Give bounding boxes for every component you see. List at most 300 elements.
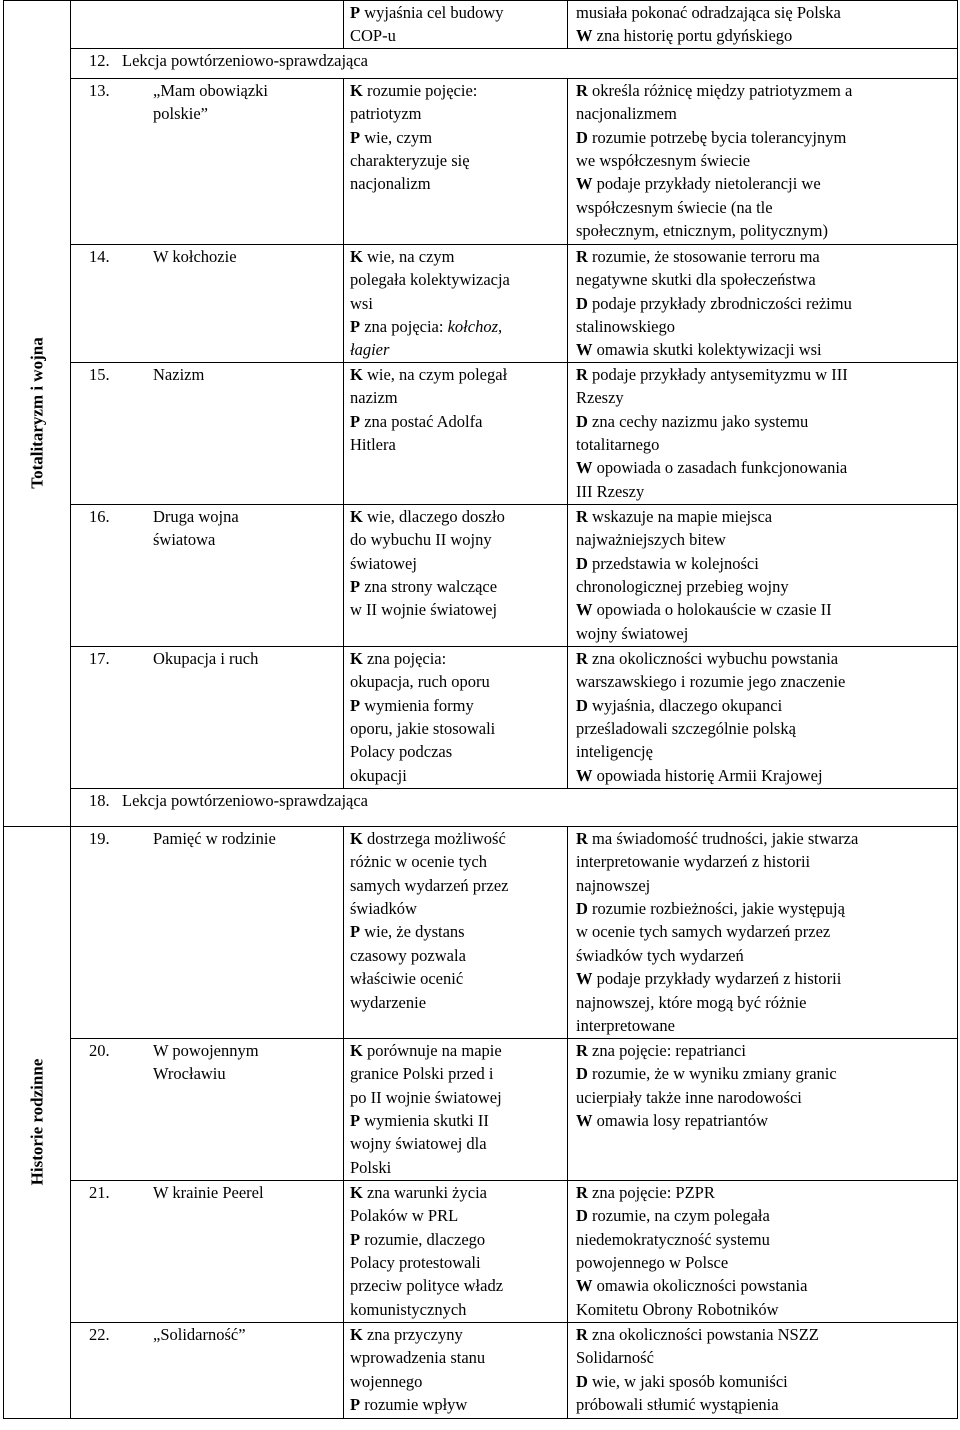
- text-segment: świadków: [350, 899, 417, 919]
- lesson-title-line: W kołchozie: [153, 246, 237, 266]
- extended-req-line: [576, 126, 951, 149]
- text-segment: rozumie, że w wyniku zmiany granic: [587, 1064, 837, 1084]
- text-segment: polegała kolektywizacja: [350, 270, 510, 290]
- text-segment: zna pojęcia:: [362, 648, 447, 668]
- text-segment: wymienia skutki II: [360, 1111, 489, 1131]
- lesson-title-line: Pamięć w rodzinie: [153, 828, 276, 848]
- basic-requirements: [344, 1, 568, 49]
- lesson-number: [71, 1, 146, 49]
- extended-req-line: [576, 1274, 951, 1297]
- level-marker: W: [576, 1111, 593, 1131]
- extended-req-line: [576, 670, 951, 693]
- basic-req-line: [350, 102, 561, 125]
- lesson-title: [145, 244, 344, 362]
- section-historie-rodzinne: [4, 826, 71, 1418]
- basic-req-line: [350, 1086, 561, 1109]
- text-segment: wie, dlaczego doszło: [362, 506, 505, 526]
- level-marker: R: [576, 1324, 588, 1344]
- basic-req-line: [350, 410, 561, 433]
- lesson-row: [4, 1038, 958, 1180]
- lesson-number: 16.: [71, 504, 146, 646]
- text-segment: zna postać Adolfa: [360, 411, 483, 431]
- text-segment: świadków tych wydarzeń: [576, 945, 744, 965]
- text-segment: samych wydarzeń przez: [350, 875, 509, 895]
- extended-req-line: [576, 1109, 951, 1132]
- basic-req-line: [350, 991, 561, 1014]
- text-segment: wie, na czym polegał: [362, 364, 508, 384]
- text-segment: Polaków w PRL: [350, 1206, 459, 1226]
- extended-req-line: [576, 79, 951, 102]
- basic-requirements: [344, 1038, 568, 1180]
- extended-req-line: [576, 410, 951, 433]
- text-segment: dostrzega możliwość: [362, 828, 506, 848]
- text-segment: łagier: [350, 340, 390, 360]
- extended-req-line: [576, 622, 951, 645]
- extended-req-line: [576, 268, 951, 291]
- basic-req-line: [350, 694, 561, 717]
- text-segment: wydarzenie: [350, 992, 427, 1012]
- text-segment: zna warunki życia: [362, 1182, 487, 1202]
- text-segment: COP-u: [350, 26, 396, 46]
- level-marker: W: [576, 26, 593, 46]
- text-segment: opowiada o zasadach funkcjonowania: [592, 458, 848, 478]
- basic-req-line: [350, 79, 561, 102]
- extended-req-line: [576, 456, 951, 479]
- basic-req-line: [350, 1132, 561, 1155]
- extended-req-line: [576, 1393, 951, 1416]
- level-marker: P: [350, 3, 361, 22]
- level-marker: R: [576, 1040, 588, 1060]
- section-totalitaryzm: [4, 1, 71, 827]
- text-segment: wie, w jaki sposób komuniści: [587, 1371, 788, 1391]
- basic-req-line: [350, 897, 561, 920]
- lesson-row: [4, 1, 958, 49]
- review-lesson-row: [4, 788, 958, 826]
- level-marker: D: [576, 1371, 588, 1391]
- level-marker: P: [350, 1395, 361, 1415]
- basic-req-line: [350, 1181, 561, 1204]
- level-marker: K: [350, 828, 363, 848]
- text-segment: rozumie, że stosowanie terroru ma: [587, 246, 820, 266]
- text-segment: zna historię portu gdyńskiego: [592, 26, 793, 46]
- extended-req-line: [576, 24, 951, 47]
- level-marker: W: [576, 765, 593, 785]
- level-marker: D: [576, 1206, 588, 1226]
- level-marker: K: [350, 246, 363, 266]
- lesson-row: [4, 1322, 958, 1418]
- text-segment: wskazuje na mapie miejsca: [587, 506, 773, 526]
- text-segment: podaje przykłady nietolerancji we: [592, 174, 821, 194]
- lesson-title-line: „Mam obowiązki: [153, 80, 269, 100]
- text-segment: rozumie, na czym polegała: [587, 1206, 770, 1226]
- basic-req-line: [350, 1, 561, 24]
- extended-req-line: [576, 850, 951, 873]
- level-marker: D: [576, 411, 588, 431]
- lesson-title-line: W krainie Peerel: [153, 1182, 264, 1202]
- lesson-row: [4, 504, 958, 646]
- level-marker: P: [350, 317, 361, 337]
- text-segment: prześladowali szczególnie polską: [576, 719, 796, 739]
- basic-req-line: [350, 670, 561, 693]
- extended-req-line: [576, 1086, 951, 1109]
- text-segment: negatywne skutki dla społeczeństwa: [576, 270, 816, 290]
- basic-req-line: [350, 172, 561, 195]
- level-marker: K: [350, 506, 363, 526]
- text-segment: czasowy pozwala: [350, 945, 466, 965]
- level-marker: D: [576, 695, 588, 715]
- extended-req-line: [576, 598, 951, 621]
- lesson-title: [145, 504, 344, 646]
- review-lesson-label: 18. Lekcja powtórzeniowo-sprawdzająca: [89, 790, 369, 810]
- extended-requirements: [568, 1180, 958, 1322]
- basic-req-line: [350, 1204, 561, 1227]
- text-segment: patriotyzm: [350, 104, 422, 124]
- extended-req-line: [576, 1370, 951, 1393]
- text-segment: wie, czym: [360, 127, 433, 147]
- extended-req-line: [576, 1204, 951, 1227]
- extended-req-line: [576, 647, 951, 670]
- lesson-title-line: polskie”: [153, 104, 208, 124]
- text-segment: po II wojnie światowej: [350, 1087, 502, 1107]
- extended-requirements: [568, 826, 958, 1038]
- text-segment: komunistycznych: [350, 1299, 467, 1319]
- text-segment: wojny światowej dla: [350, 1134, 487, 1154]
- basic-req-line: [350, 598, 561, 621]
- text-segment: wojny światowej: [576, 623, 689, 643]
- text-segment: społecznym, etnicznym, politycznym): [576, 221, 829, 241]
- lesson-title-line: światowa: [153, 530, 216, 550]
- basic-req-line: [350, 1109, 561, 1132]
- extended-req-line: [576, 245, 951, 268]
- extended-requirements: [568, 1, 958, 49]
- lesson-title: [145, 78, 344, 244]
- basic-req-line: [350, 268, 561, 291]
- extended-req-line: [576, 827, 951, 850]
- level-marker: P: [350, 411, 361, 431]
- lesson-number: 20.: [71, 1038, 146, 1180]
- extended-req-line: [576, 1039, 951, 1062]
- lesson-row: [4, 362, 958, 504]
- text-segment: granice Polski przed i: [350, 1064, 494, 1084]
- basic-requirements: [344, 244, 568, 362]
- basic-requirements: [344, 504, 568, 646]
- level-marker: D: [576, 553, 588, 573]
- text-segment: interpretowane: [576, 1016, 675, 1036]
- text-segment: zna przyczyny: [362, 1324, 463, 1344]
- lesson-number: 19.: [71, 826, 146, 1038]
- basic-requirements: [344, 362, 568, 504]
- extended-req-line: [576, 1181, 951, 1204]
- basic-req-line: [350, 1062, 561, 1085]
- text-segment: do wybuchu II wojny: [350, 530, 492, 550]
- extended-req-line: [576, 386, 951, 409]
- lesson-title-line: Wrocławiu: [153, 1064, 226, 1084]
- extended-req-line: [576, 1323, 951, 1346]
- text-segment: Solidarność: [576, 1348, 654, 1368]
- text-segment: rozumie potrzebę bycia tolerancyjnym: [587, 127, 847, 147]
- extended-req-line: [576, 1228, 951, 1251]
- level-marker: R: [576, 80, 588, 100]
- lesson-number: 22.: [71, 1322, 146, 1418]
- lesson-number: 17.: [71, 646, 146, 788]
- text-segment: stalinowskiego: [576, 317, 675, 337]
- extended-requirements: [568, 504, 958, 646]
- text-segment: wie, że dystans: [360, 922, 465, 942]
- text-segment: we współczesnym świecie: [576, 151, 751, 171]
- basic-req-line: [350, 1156, 561, 1179]
- extended-req-line: [576, 528, 951, 551]
- text-segment: Komitetu Obrony Robotników: [576, 1299, 779, 1319]
- level-marker: R: [576, 1182, 588, 1202]
- level-marker: R: [576, 246, 588, 266]
- text-segment: Polacy podczas: [350, 742, 453, 762]
- basic-requirements: [344, 646, 568, 788]
- text-segment: charakteryzuje się: [350, 151, 470, 171]
- extended-requirements: [568, 244, 958, 362]
- text-segment: warszawskiego i rozumie jego znaczenie: [576, 672, 846, 692]
- level-marker: K: [350, 1040, 363, 1060]
- basic-req-line: [350, 740, 561, 763]
- level-marker: P: [350, 695, 361, 715]
- text-segment: wyjaśnia cel budowy: [360, 3, 504, 22]
- text-segment: porównuje na mapie: [362, 1040, 502, 1060]
- text-segment: Polacy protestowali: [350, 1253, 481, 1273]
- basic-req-line: [350, 245, 561, 268]
- extended-req-line: [576, 292, 951, 315]
- basic-req-line: [350, 1251, 561, 1274]
- text-segment: zna pojęcie: PZPR: [587, 1182, 715, 1202]
- text-segment: przeciw polityce władz: [350, 1276, 504, 1296]
- basic-req-line: [350, 505, 561, 528]
- level-marker: K: [350, 1182, 363, 1202]
- text-segment: omawia okoliczności powstania: [592, 1276, 808, 1296]
- extended-req-line: [576, 740, 951, 763]
- basic-req-line: [350, 1298, 561, 1321]
- text-segment: zna pojęcie: repatrianci: [587, 1040, 746, 1060]
- extended-req-line: [576, 897, 951, 920]
- extended-req-line: [576, 920, 951, 943]
- basic-requirements: [344, 826, 568, 1038]
- basic-req-line: [350, 1370, 561, 1393]
- basic-req-line: [350, 874, 561, 897]
- text-segment: musiała pokonać odradzająca się Polska: [576, 3, 841, 22]
- curriculum-table: [3, 0, 958, 1419]
- basic-req-line: [350, 827, 561, 850]
- text-segment: wsi: [350, 293, 373, 313]
- text-segment: omawia skutki kolektywizacji wsi: [592, 340, 822, 360]
- lesson-row: [4, 646, 958, 788]
- lesson-number: 14.: [71, 244, 146, 362]
- text-segment: zna strony walczące: [360, 577, 498, 597]
- extended-req-line: [576, 480, 951, 503]
- text-segment: zna pojęcia:: [360, 317, 448, 337]
- lesson-title-line: „Solidarność”: [153, 1324, 246, 1344]
- level-marker: W: [576, 458, 593, 478]
- text-segment: podaje przykłady antysemityzmu w III: [587, 364, 848, 384]
- lesson-number: 21.: [71, 1180, 146, 1322]
- basic-req-line: [350, 764, 561, 787]
- extended-req-line: [576, 991, 951, 1014]
- lesson-row: [4, 78, 958, 244]
- level-marker: P: [350, 922, 361, 942]
- extended-requirements: [568, 78, 958, 244]
- text-segment: współczesnym świecie (na tle: [576, 197, 773, 217]
- lesson-row: [4, 826, 958, 1038]
- basic-req-line: [350, 575, 561, 598]
- extended-req-line: [576, 338, 951, 361]
- level-marker: R: [576, 506, 588, 526]
- basic-req-line: [350, 292, 561, 315]
- text-segment: w II wojnie światowej: [350, 600, 498, 620]
- level-marker: W: [576, 174, 593, 194]
- lesson-number: 13.: [71, 78, 146, 244]
- level-marker: R: [576, 648, 588, 668]
- basic-req-line: [350, 1274, 561, 1297]
- text-segment: Hitlera: [350, 435, 396, 455]
- text-segment: w ocenie tych samych wydarzeń przez: [576, 922, 831, 942]
- basic-req-line: [350, 315, 561, 338]
- basic-req-line: [350, 1039, 561, 1062]
- basic-req-line: [350, 552, 561, 575]
- text-segment: podaje przykłady zbrodniczości reżimu: [587, 293, 852, 313]
- basic-req-line: [350, 528, 561, 551]
- text-segment: wojennego: [350, 1371, 423, 1391]
- lesson-title-line: Okupacja i ruch: [153, 648, 259, 668]
- level-marker: D: [576, 1064, 588, 1084]
- extended-req-line: [576, 196, 951, 219]
- basic-req-line: [350, 1393, 561, 1416]
- extended-req-line: [576, 1, 951, 24]
- text-segment: rozumie rozbieżności, jakie występują: [587, 899, 845, 919]
- text-segment: ma świadomość trudności, jakie stwarza: [587, 828, 859, 848]
- extended-req-line: [576, 505, 951, 528]
- basic-req-line: [350, 149, 561, 172]
- level-marker: K: [350, 1324, 363, 1344]
- extended-req-line: [576, 874, 951, 897]
- review-lesson-label: 12. Lekcja powtórzeniowo-sprawdzająca: [89, 50, 369, 70]
- text-segment: zna okoliczności wybuchu powstania: [587, 648, 839, 668]
- text-segment: chronologicznej przebieg wojny: [576, 577, 789, 597]
- level-marker: D: [576, 127, 588, 147]
- section-label: Totalitaryzm i wojna: [27, 337, 47, 490]
- extended-req-line: [576, 172, 951, 195]
- lesson-title-line: Nazizm: [153, 364, 205, 384]
- text-segment: opowiada o holokauście w czasie II: [592, 600, 832, 620]
- extended-req-line: [576, 552, 951, 575]
- extended-req-line: [576, 433, 951, 456]
- text-segment: nacjonalizm: [350, 174, 431, 194]
- extended-req-line: [576, 944, 951, 967]
- text-segment: okupacji: [350, 765, 407, 785]
- text-segment: nacjonalizmem: [576, 104, 677, 124]
- lesson-title: [145, 362, 344, 504]
- level-marker: R: [576, 828, 588, 848]
- extended-req-line: [576, 1298, 951, 1321]
- text-segment: ucierpiały także inne narodowości: [576, 1087, 802, 1107]
- text-segment: nazizm: [350, 388, 398, 408]
- extended-requirements: [568, 1322, 958, 1418]
- extended-req-line: [576, 1014, 951, 1037]
- level-marker: W: [576, 600, 593, 620]
- level-marker: D: [576, 293, 588, 313]
- extended-req-line: [576, 149, 951, 172]
- lesson-title: [145, 826, 344, 1038]
- basic-req-line: [350, 647, 561, 670]
- extended-req-line: [576, 219, 951, 242]
- basic-req-line: [350, 1323, 561, 1346]
- text-segment: przedstawia w kolejności: [587, 553, 759, 573]
- text-segment: III Rzeszy: [576, 481, 645, 501]
- lesson-title: [145, 646, 344, 788]
- extended-req-line: [576, 575, 951, 598]
- text-segment: powojennego w Polsce: [576, 1253, 729, 1273]
- extended-requirements: [568, 1038, 958, 1180]
- text-segment: zna okoliczności powstania NSZZ: [587, 1324, 819, 1344]
- level-marker: K: [350, 364, 363, 384]
- text-segment: wymienia formy: [360, 695, 474, 715]
- text-segment: wie, na czym: [362, 246, 455, 266]
- level-marker: W: [576, 969, 593, 989]
- basic-req-line: [350, 967, 561, 990]
- text-segment: kołchoz,: [447, 317, 503, 337]
- text-segment: niedemokratyczność systemu: [576, 1229, 770, 1249]
- basic-req-line: [350, 717, 561, 740]
- text-segment: Polski: [350, 1157, 392, 1177]
- text-segment: różnic w ocenie tych: [350, 852, 487, 872]
- basic-req-line: [350, 944, 561, 967]
- basic-req-line: [350, 363, 561, 386]
- lesson-title-line: Druga wojna: [153, 506, 239, 526]
- text-segment: wprowadzenia stanu: [350, 1348, 486, 1368]
- lesson-number: 15.: [71, 362, 146, 504]
- lesson-18-review: [71, 788, 958, 826]
- level-marker: K: [350, 80, 363, 100]
- level-marker: R: [576, 364, 588, 384]
- text-segment: interpretowanie wydarzeń z historii: [576, 852, 811, 872]
- basic-req-line: [350, 338, 561, 361]
- extended-req-line: [576, 1346, 951, 1369]
- text-segment: najnowszej, które mogą być różnie: [576, 992, 807, 1012]
- extended-req-line: [576, 1062, 951, 1085]
- extended-req-line: [576, 1251, 951, 1274]
- basic-req-line: [350, 1228, 561, 1251]
- text-segment: Rzeszy: [576, 388, 624, 408]
- text-segment: właściwie ocenić: [350, 969, 464, 989]
- text-segment: najważniejszych bitew: [576, 530, 726, 550]
- text-segment: oporu, jakie stosowali: [350, 719, 496, 739]
- text-segment: inteligencję: [576, 742, 653, 762]
- lesson-title: [145, 1322, 344, 1418]
- text-segment: omawia losy repatriantów: [592, 1111, 768, 1131]
- text-segment: rozumie, dlaczego: [360, 1229, 486, 1249]
- text-segment: określa różnicę między patriotyzmem a: [587, 80, 853, 100]
- level-marker: P: [350, 1229, 361, 1249]
- lesson-12-review: [71, 48, 958, 78]
- review-lesson-row: [4, 48, 958, 78]
- lesson-title-line: W powojennym: [153, 1040, 259, 1060]
- basic-req-line: [350, 433, 561, 456]
- extended-req-line: [576, 764, 951, 787]
- text-segment: rozumie wpływ: [360, 1395, 468, 1415]
- text-segment: wyjaśnia, dlaczego okupanci: [587, 695, 783, 715]
- level-marker: W: [576, 1276, 593, 1296]
- text-segment: światowej: [350, 553, 417, 573]
- lesson-title: [145, 1, 344, 49]
- basic-req-line: [350, 386, 561, 409]
- basic-req-line: [350, 850, 561, 873]
- lesson-row: [4, 244, 958, 362]
- extended-req-line: [576, 363, 951, 386]
